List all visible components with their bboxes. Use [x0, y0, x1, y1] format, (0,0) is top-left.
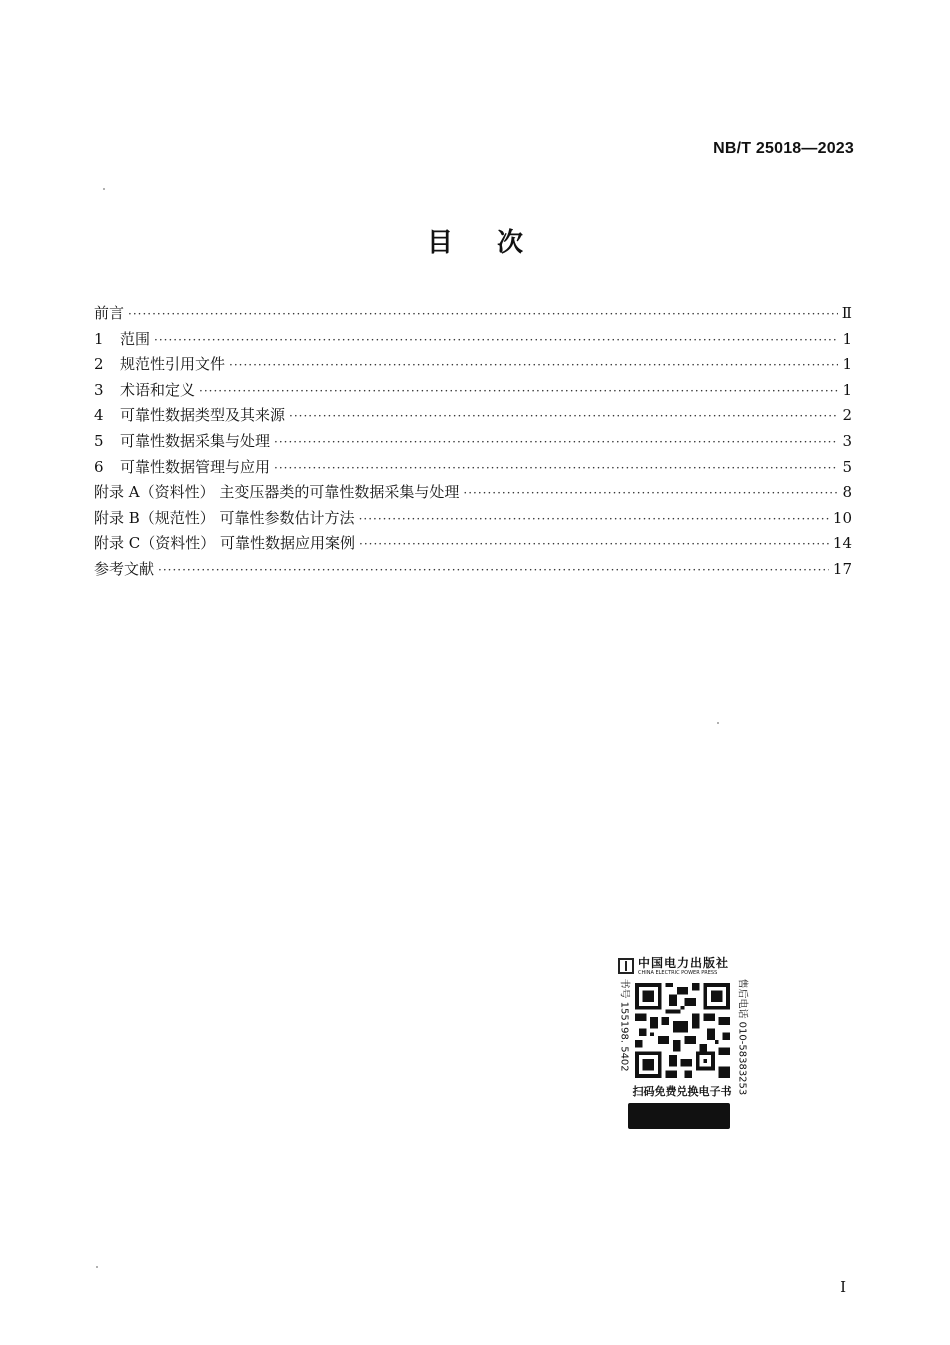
toc-entry-page: 8 — [842, 483, 852, 502]
toc-entry-label: 范围 — [120, 329, 151, 348]
table-of-contents — [94, 301, 852, 583]
toc-entry-references[interactable] — [94, 557, 852, 583]
standard-number: NB/T 25018—2023 — [713, 140, 854, 157]
toc-entry-label: 规范性引用文件 — [120, 355, 226, 374]
toc-leader-dots — [359, 532, 829, 558]
toc-leader-dots — [274, 430, 838, 456]
toc-entry-page: 3 — [842, 431, 852, 450]
redacted-code-label — [628, 1103, 730, 1129]
toc-leader-dots — [158, 558, 829, 584]
ebook-qr-block — [612, 955, 752, 1135]
toc-entry-label: 可靠性数据类型及其来源 — [120, 406, 286, 425]
publisher-logo — [618, 955, 748, 977]
toc-leader-dots — [463, 481, 838, 507]
toc-entry-3[interactable] — [94, 378, 852, 404]
publisher-name-en: CHINA ELECTRIC POWER PRESS — [638, 969, 718, 976]
toc-leader-dots — [359, 507, 829, 533]
toc-leader-dots — [128, 302, 838, 328]
page-title: 目次 — [426, 228, 567, 258]
publisher-name-cn: 中国电力出版社 — [638, 955, 730, 970]
toc-entry-number: 6 — [94, 457, 104, 476]
page-number: I — [840, 1278, 846, 1296]
toc-leader-dots — [274, 456, 838, 482]
publisher-emblem-icon — [618, 958, 634, 974]
scan-speck — [96, 1266, 98, 1268]
toc-entry-page: 14 — [832, 534, 852, 553]
toc-entry-number: 3 — [94, 380, 104, 399]
toc-entry-page: 5 — [842, 457, 852, 476]
toc-entry-page: 1 — [842, 355, 852, 374]
toc-entry-label: 参考文献 — [94, 559, 155, 578]
toc-entry-4[interactable] — [94, 403, 852, 429]
toc-entry-label: 前言 — [94, 304, 125, 322]
toc-entry-foreword[interactable] — [94, 301, 852, 327]
after-sales-phone: 售后电话 010-58383253 — [736, 978, 748, 1096]
toc-entry-label: 术语和定义 — [120, 380, 196, 399]
toc-entry-number: 4 — [94, 406, 104, 425]
toc-entry-6[interactable] — [94, 455, 852, 481]
book-number: 书号 155198. 5402 — [618, 978, 630, 1072]
toc-entry-number: 5 — [94, 431, 104, 450]
qr-caption: 扫码免费兑换电子书 — [632, 1085, 732, 1098]
toc-entry-page: 17 — [832, 559, 852, 578]
toc-leader-dots — [154, 328, 838, 354]
toc-entry-label: 可靠性数据管理与应用 — [120, 457, 271, 476]
toc-leader-dots — [199, 379, 838, 405]
toc-entry-label: 附录 C（资料性） 可靠性数据应用案例 — [94, 534, 356, 553]
toc-entry-label: 附录 A（资料性） 主变压器类的可靠性数据采集与处理 — [94, 483, 460, 502]
toc-entry-page: 1 — [842, 380, 852, 399]
toc-entry-number: 1 — [94, 329, 104, 348]
toc-leader-dots — [229, 353, 838, 379]
qr-code-icon[interactable] — [635, 983, 730, 1078]
toc-entry-label: 附录 B（规范性） 可靠性参数估计方法 — [94, 508, 355, 527]
toc-entry-appendix-b[interactable] — [94, 506, 852, 532]
toc-entry-page: 2 — [842, 406, 852, 425]
toc-leader-dots — [289, 404, 838, 430]
toc-entry-page: 10 — [832, 508, 852, 527]
toc-entry-2[interactable] — [94, 352, 852, 378]
toc-entry-appendix-a[interactable] — [94, 480, 852, 506]
toc-entry-appendix-c[interactable] — [94, 531, 852, 557]
toc-entry-label: 可靠性数据采集与处理 — [120, 431, 271, 450]
toc-entry-page: Ⅱ — [841, 304, 852, 322]
scan-speck — [717, 722, 719, 724]
toc-entry-5[interactable] — [94, 429, 852, 455]
toc-entry-number: 2 — [94, 355, 104, 374]
toc-entry-page: 1 — [842, 329, 852, 348]
scan-speck — [103, 188, 105, 190]
toc-entry-1[interactable] — [94, 327, 852, 353]
